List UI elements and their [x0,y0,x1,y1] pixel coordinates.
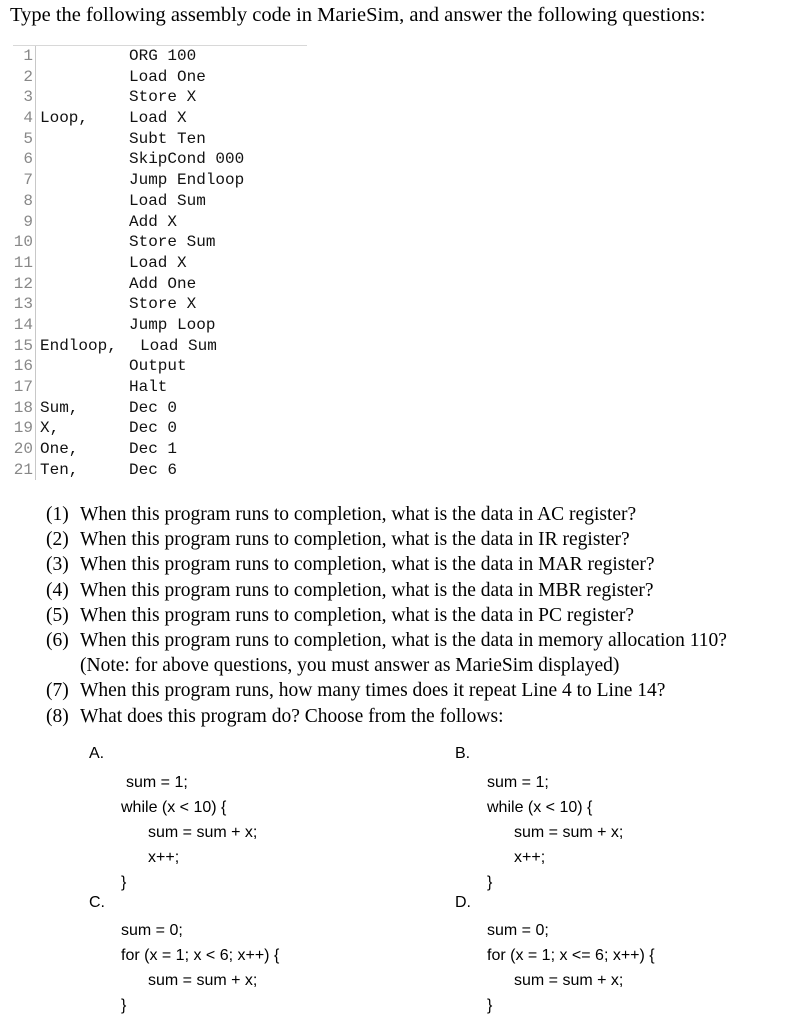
code-line: sum = sum + x; [514,824,624,841]
code-instruction: Dec 6 [129,460,178,479]
question-number: (3) [46,554,69,576]
code-instruction: Store X [129,88,197,107]
code-label: Sum, [40,398,79,417]
code-instruction: Halt [129,378,168,396]
code-line: x++; [514,849,546,866]
code-line [13,274,307,295]
code-line: sum = sum + x; [148,824,258,841]
question-number: (7) [46,680,69,702]
code-line: for (x = 1; x <= 6; x++) { [487,947,655,964]
question-number: (6) [46,629,69,651]
code-line [13,46,307,67]
code-instruction: Output [129,357,187,376]
question-text: When this program runs to completion, what is the data in IR register? [80,529,630,551]
code-instruction: Load Sum [140,336,217,355]
question-number: (2) [46,529,69,551]
line-number: 8 [13,191,36,212]
question-list [46,502,727,729]
question-number: (5) [46,604,69,626]
line-number: 14 [13,315,36,336]
question-text: When this program runs to completion, what is the data in PC register? [80,604,635,626]
code-instruction: Store Sum [129,233,216,252]
code-line: sum = 0; [121,922,183,939]
code-label: X, [40,419,60,438]
line-number: 9 [13,212,36,233]
code-line [13,377,307,398]
option-a-letter: A. [89,745,105,762]
code-instruction: Subt Ten [129,129,206,148]
question-text: When this program runs to completion, what is the data in MAR register? [80,554,655,576]
code-line: while (x < 10) { [121,799,227,816]
code-line [13,108,307,129]
question-item [46,578,727,603]
code-instruction: Load X [129,109,187,128]
code-instruction: Add X [129,212,178,231]
line-number: 13 [13,294,36,315]
code-instruction: SkipCond 000 [129,150,245,169]
code-line [13,294,307,315]
question-text: When this program runs to completion, what is the data in MBR register? [80,579,654,601]
code-line [13,212,307,233]
code-line: } [121,874,127,891]
line-number: 17 [13,377,36,398]
code-line [13,149,307,170]
code-instruction: Load Sum [129,191,206,210]
question-item [46,704,727,729]
code-line: while (x < 10) { [487,799,593,816]
code-line [13,398,307,419]
option-a-code [121,770,257,895]
code-instruction: Dec 0 [129,419,178,438]
option-d-code [487,918,655,1018]
question-text: When this program runs to completion, what is the data in memory allocation 110? [80,629,727,651]
question-text: When this program runs to completion, what is the data in AC register? [80,504,637,525]
code-instruction: Add One [129,274,197,293]
question-text: What does this program do? Choose from the follows: [80,705,504,727]
question-item [46,628,727,653]
option-b-code [487,770,623,895]
code-line [13,191,307,212]
code-line: } [121,997,127,1014]
line-number: 5 [13,129,36,150]
line-number: 2 [13,67,36,88]
code-line: sum = sum + x; [514,972,624,989]
instructions-text: Type the following assembly code in MarieSim, and answer the following questions: [10,4,706,26]
code-line: x++; [148,849,180,866]
code-instruction: Dec 0 [129,398,178,417]
code-line: } [487,997,493,1014]
code-line [13,87,307,108]
code-line: sum = 1; [487,774,549,791]
line-number: 19 [13,418,36,439]
code-line [13,460,307,481]
line-number: 18 [13,398,36,419]
line-number: 7 [13,170,36,191]
question-number: (1) [46,504,69,525]
line-number: 3 [13,87,36,108]
code-line: sum = 0; [487,922,549,939]
code-label: Endloop, [40,336,117,355]
code-line: sum = sum + x; [148,972,258,989]
question-item [46,678,727,703]
code-label: Loop, [40,109,89,128]
question-item [46,502,727,527]
code-line [13,439,307,460]
line-number: 15 [13,336,36,357]
question-item [46,603,727,628]
code-instruction: Load One [129,67,206,86]
line-number: 6 [13,149,36,170]
option-d-letter: D. [455,894,471,911]
line-number: 4 [13,108,36,129]
question-text: When this program runs, how many times does it repeat Line 4 to Line 14? [80,680,666,702]
code-label: One, [40,440,79,459]
line-number: 1 [13,46,36,67]
code-line [13,129,307,150]
option-b-letter: B. [455,745,471,762]
code-instruction: Load X [129,253,187,272]
code-line [13,253,307,274]
question-number: (8) [46,705,69,727]
question-number: (4) [46,579,69,601]
code-instruction: ORG 100 [129,47,197,65]
code-instruction: Jump Loop [129,315,216,334]
line-number: 11 [13,253,36,274]
code-line [13,418,307,439]
line-number: 12 [13,274,36,295]
code-line [13,67,307,88]
note-text: (Note: for above questions, you must answer as MarieSim displayed) [80,655,620,677]
assembly-code-listing [13,45,307,480]
question-item [46,552,727,577]
code-line: } [487,874,493,891]
question-item [46,527,727,552]
code-line: sum = 1; [126,774,188,791]
line-number: 16 [13,356,36,377]
code-instruction: Store X [129,295,197,314]
code-instruction: Jump Endloop [129,171,245,190]
line-number: 21 [13,460,36,481]
option-c-letter: C. [89,894,105,911]
code-line: for (x = 1; x < 6; x++) { [121,947,280,964]
code-line [13,356,307,377]
option-c-code [121,918,279,1018]
code-line [13,170,307,191]
code-instruction: Dec 1 [129,440,178,459]
code-line [13,315,307,336]
code-line [13,336,307,357]
code-label: Ten, [40,460,79,479]
line-number: 20 [13,439,36,460]
code-line [13,232,307,253]
line-number: 10 [13,232,36,253]
